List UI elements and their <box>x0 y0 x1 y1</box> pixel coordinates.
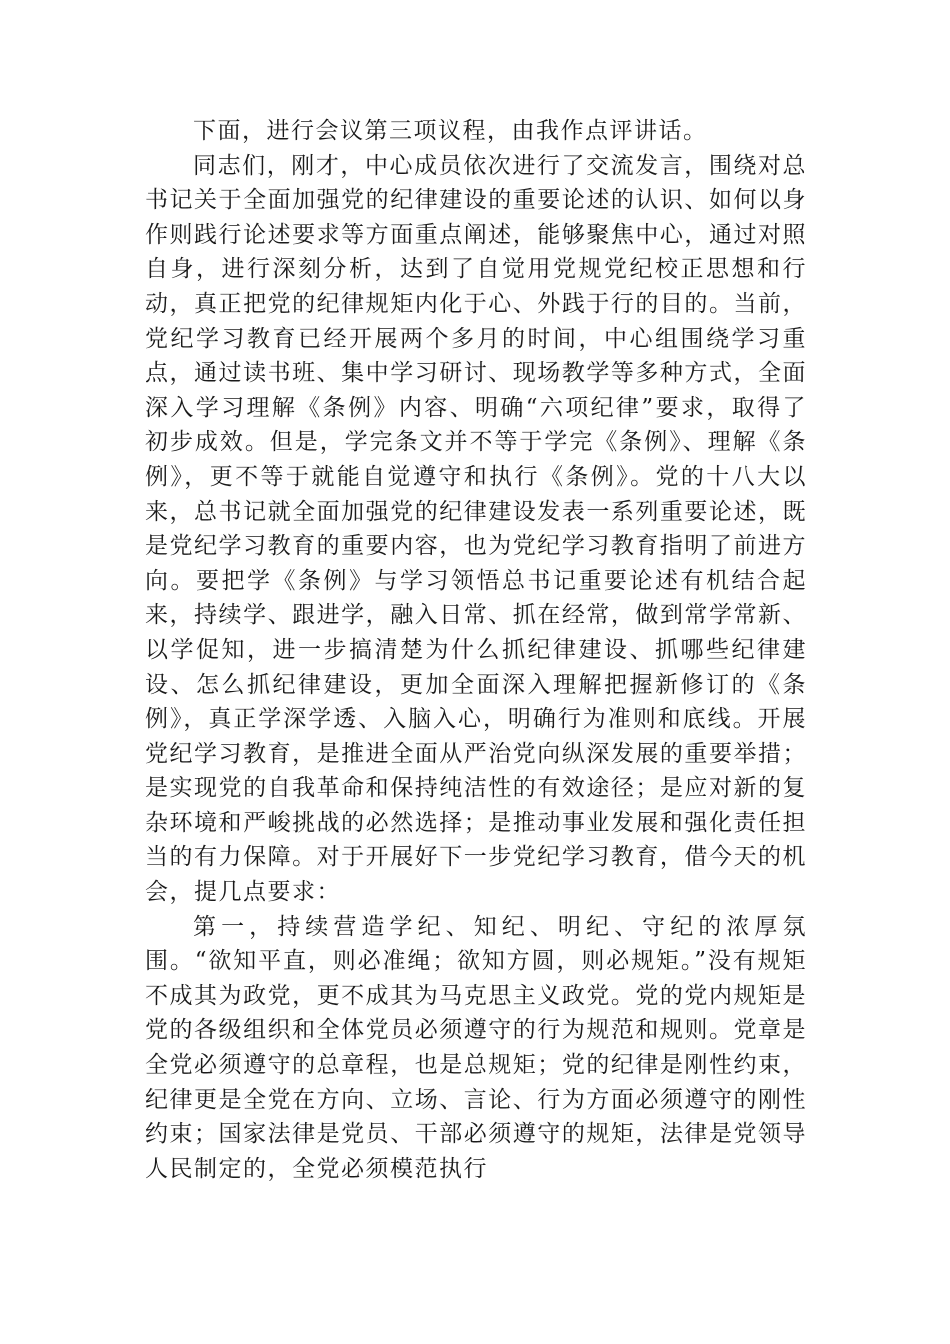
paragraph-review: 同志们，刚才，中心成员依次进行了交流发言，围绕对总书记关于全面加强党的纪律建设的重要论述的认识、如何以身作则践行论述要求等方面重点阐述，能够聚焦中心，通过对照自身，进行深刻分析，达到了自觉用党规党纪校正思想和行动，真正把党的纪律规矩内化于心、外践于行的目的。当前，党纪学习教育已经开展两个多月的时间，中心组围绕学习重点，通过读书班、集中学习研讨、现场教学等多种方式，全面深入学习理解《条例》内容、明确“六项纪律”要求，取得了初步成效。但是，学完条文并不等于学完《条例》、理解《条例》，更不等于就能自觉遵守和执行《条例》。党的十八大以来，总书记就全面加强党的纪律建设发表一系列重要论述，既是党纪学习教育的重要内容，也为党纪学习教育指明了前进方向。要把学《条例》与学习领悟总书记重要论述有机结合起来，持续学、跟进学，融入日常、抓在经常，做到常学常新、以学促知，进一步搞清楚为什么抓纪律建设、抓哪些纪律建设、怎么抓纪律建设，更加全面深入理解把握新修订的《条例》，真正学深学透、入脑入心，明确行为准则和底线。开展党纪学习教育，是推进全面从严治党向纵深发展的重要举措；是实现党的自我革命和保持纯洁性的有效途径；是应对新的复杂环境和严峻挑战的必然选择；是推动事业发展和强化责任担当的有力保障。对于开展好下一步党纪学习教育，借今天的机会，提几点要求： <box>145 152 807 906</box>
document-page <box>145 114 807 1186</box>
paragraph-opening: 下面，进行会议第三项议程，由我作点评讲话。 <box>193 118 708 144</box>
paragraph-first-requirement: 第一，持续营造学纪、知纪、明纪、守纪的浓厚氛围。“欲知平直，则必准绳；欲知方圆，则必规矩。”没有规矩不成其为政党，更不成其为马克思主义政党。党的党内规矩是党的各级组织和全体党员必须遵守的行为规范和规则。党章是全党必须遵守的总章程，也是总规矩；党的纪律是刚性约束，纪律更是全党在方向、立场、言论、行为方面必须遵守的刚性约束；国家法律是党员、干部必须遵守的规矩，法律是党领导人民制定的，全党必须模范执行 <box>145 913 807 1182</box>
